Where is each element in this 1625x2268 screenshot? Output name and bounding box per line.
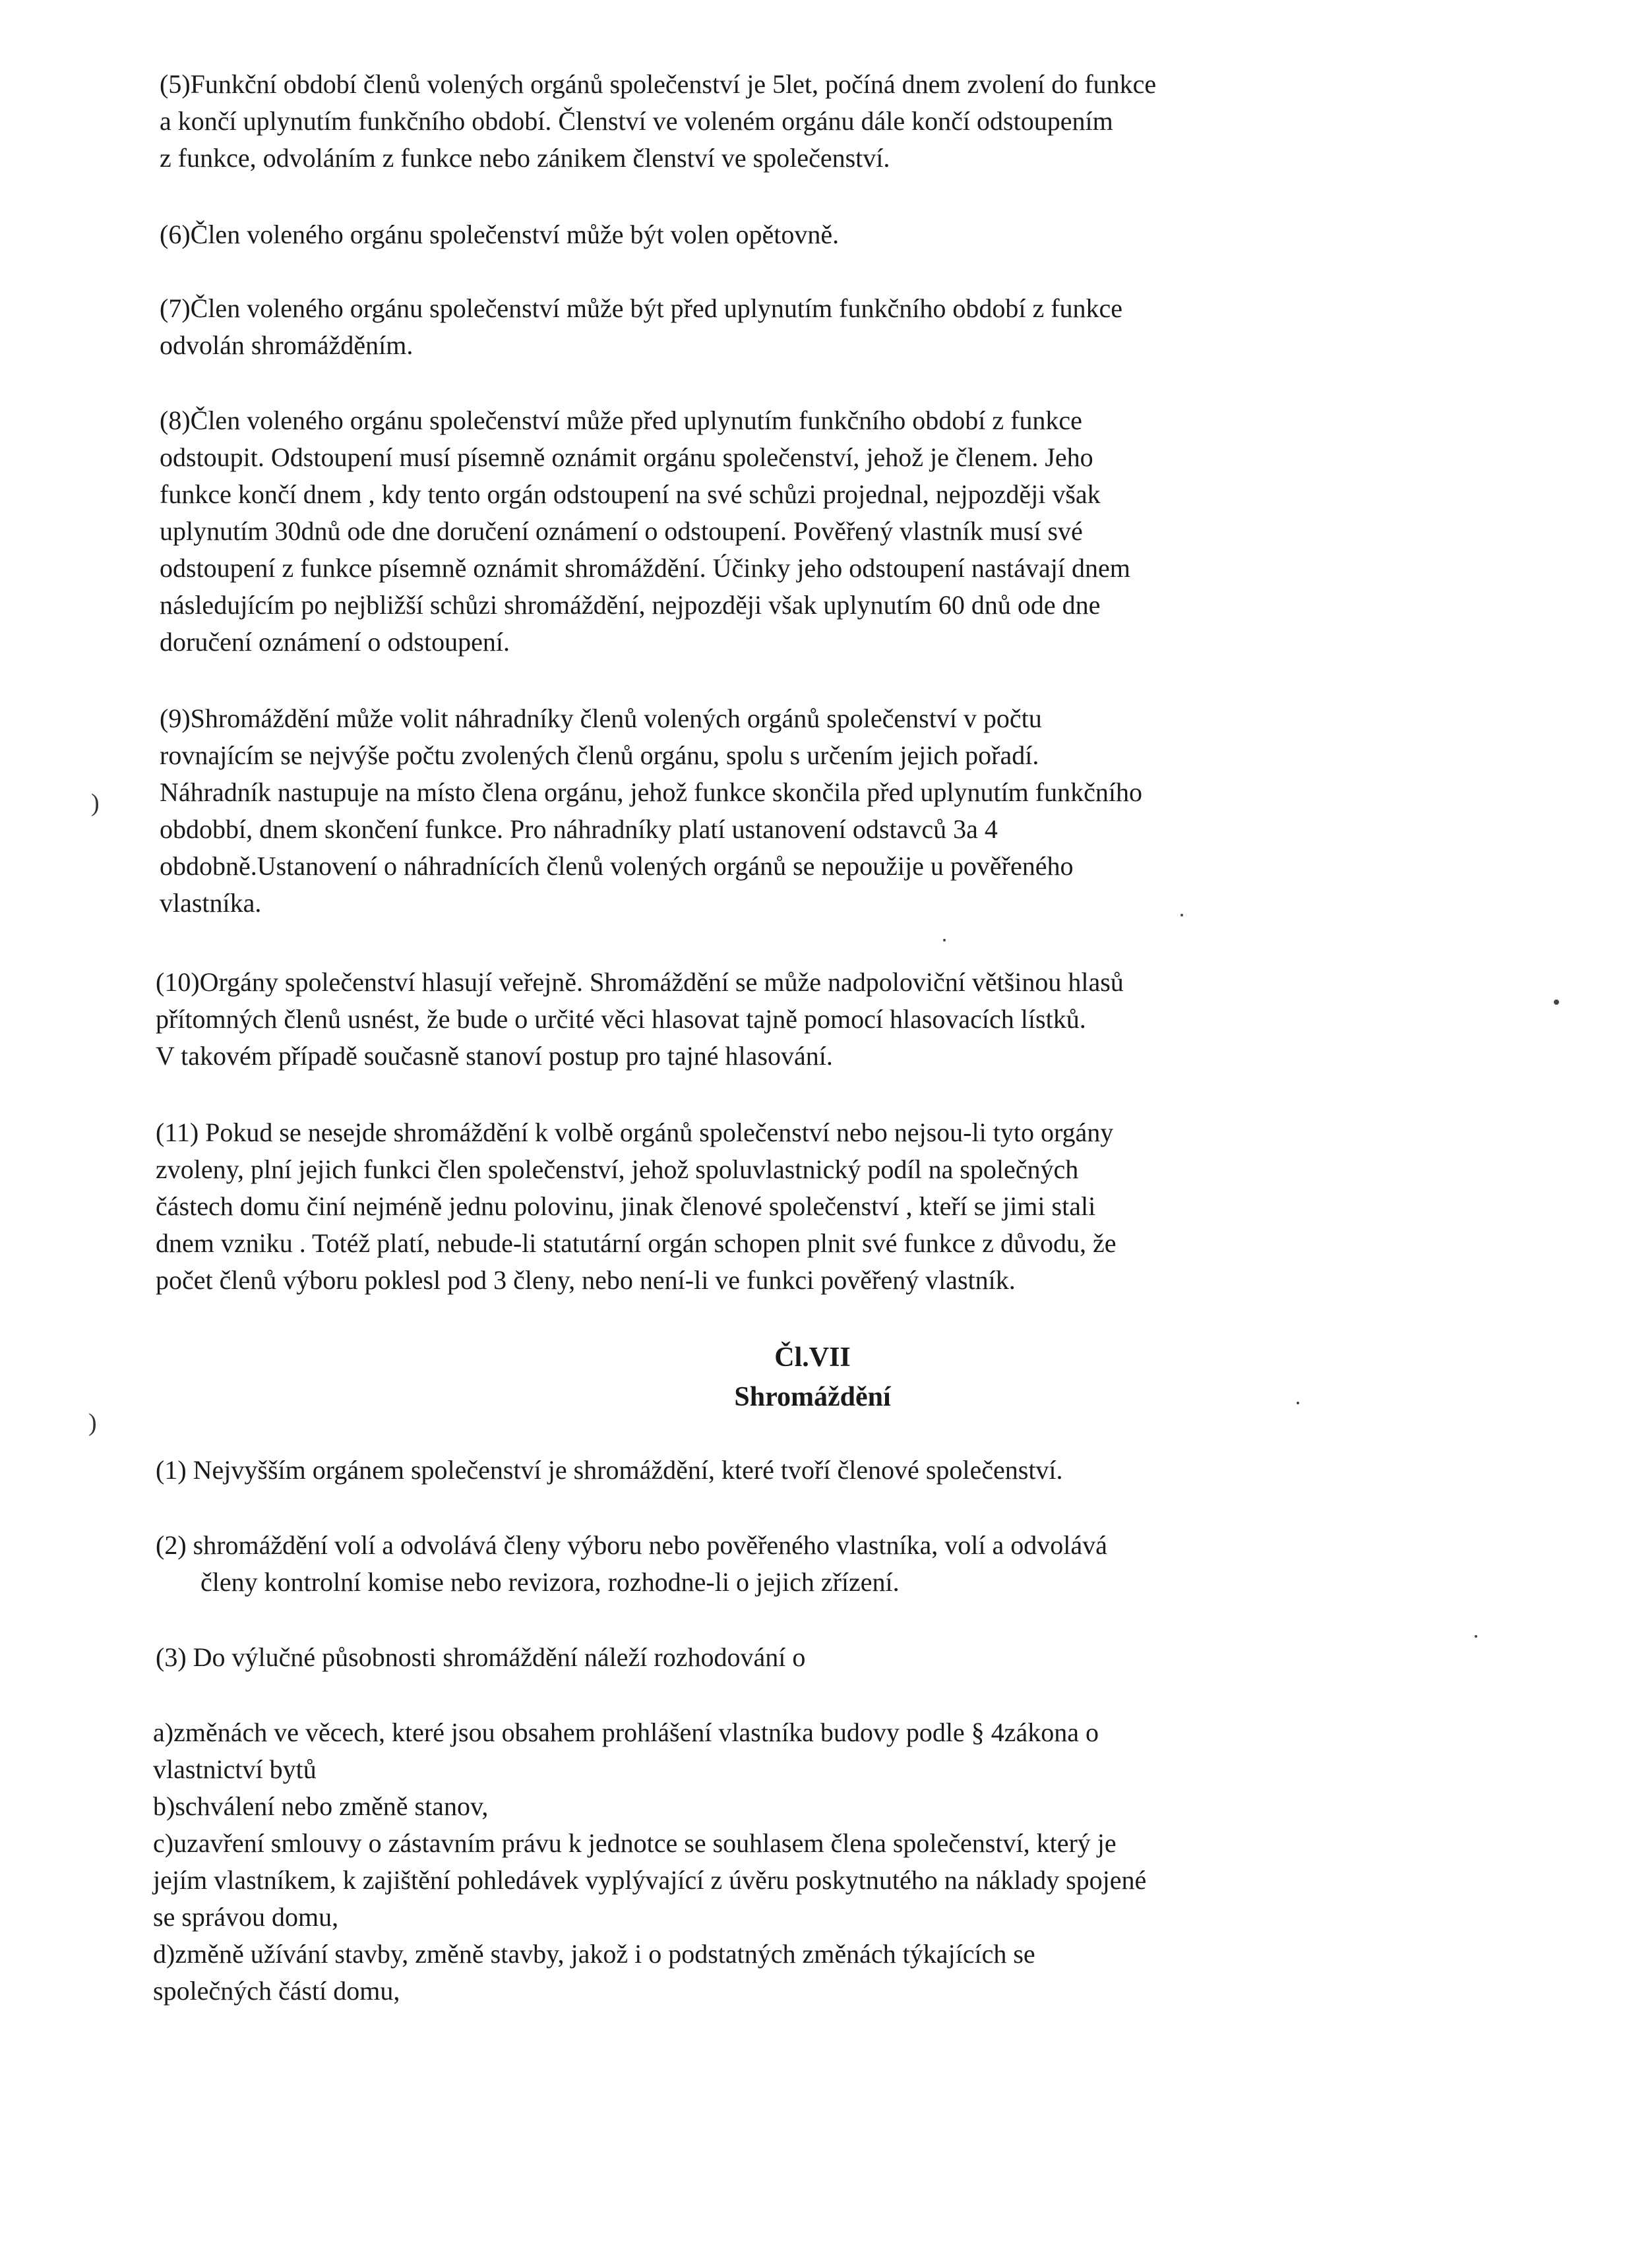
article-number: Čl.VII [774,1342,851,1373]
text-line: obdobbí, dnem skončení funkce. Pro náhradníky platí ustanovení odstavců 3a 4 [160,814,998,844]
scan-speck [1554,1000,1559,1005]
article-title: Shromáždění [734,1382,891,1412]
text-line: (6)Člen voleného orgánu společenství může být volen opětovně. [160,220,840,249]
scan-speck [1297,1402,1299,1404]
text-line: rovnajícím se nejvýše počtu zvolených členů orgánu, spolu s určením jejich pořadí. [160,740,1039,770]
text-line: odstoupit. Odstoupení musí písemně oznámit orgánu společenství, jehož je členem. Jeho [160,442,1093,472]
paragraph-6 [160,216,839,253]
section-1 [156,1452,1063,1489]
list-item: vlastnictví bytů [153,1754,317,1784]
text-line: (1) Nejvyšším orgánem společenství je shromáždění, které tvoří členové společenství. [156,1455,1063,1485]
list-item: c)uzavření smlouvy o zástavním právu k jednotce se souhlasem člena společenství, který je [153,1828,1117,1858]
text-line: zvoleny, plní jejich funkci člen společenství, jehož spoluvlastnický podíl na společných [156,1154,1079,1184]
text-line: (3) Do výlučné působnosti shromáždění náleží rozhodování o [156,1642,806,1672]
section-3 [156,1639,805,1676]
text-line: obdobně.Ustanovení o náhradnících členů volených orgánů se nepoužije u pověřeného [160,851,1074,881]
scan-mark: ) [91,789,100,817]
text-line: Náhradník nastupuje na místo člena orgánu, jehož funkce skončila před uplynutím funkčního [160,777,1142,807]
list-item: a)změnách ve věcech, které jsou obsahem prohlášení vlastníka budovy podle § 4zákona o [153,1717,1099,1747]
text-line: V takovém případě současně stanoví postup pro tajné hlasování. [156,1041,833,1071]
paragraph-9 [160,700,1142,922]
scan-speck [1475,1635,1477,1638]
paragraph-8 [160,402,1130,661]
text-line: a končí uplynutím funkčního období. Členství ve voleném orgánu dále končí odstoupením [160,106,1113,136]
text-line: (11) Pokud se nesejde shromáždění k volbě orgánů společenství nebo nejsou-li tyto orgány [156,1118,1114,1147]
text-line: vlastníka. [160,888,262,918]
text-line: funkce končí dnem , kdy tento orgán odstoupení na své schůzi projednal, nejpozději však [160,479,1101,509]
text-line: (10)Orgány společenství hlasují veřejně. Shromáždění se může nadpoloviční většinou hlasů [156,967,1124,997]
paragraph-5 [160,66,1156,177]
scan-speck [1180,914,1183,916]
text-line: (5)Funkční období členů volených orgánů společenství je 5let, počíná dnem zvolení do funkce [160,69,1157,99]
paragraph-11 [156,1114,1116,1299]
text-line: (2) shromáždění volí a odvolává členy výboru nebo pověřeného vlastníka, volí a odvolává [156,1530,1107,1560]
text-line: přítomných členů usnést, že bude o určité věci hlasovat tajně pomocí hlasovacích lístků. [156,1004,1086,1034]
text-line: členy kontrolní komise nebo revizora, rozhodne-li o jejich zřízení. [200,1567,900,1597]
text-line: (7)Člen voleného orgánu společenství může být před uplynutím funkčního období z funkce [160,293,1123,323]
paragraph-10 [156,964,1124,1075]
section-2 [156,1527,1107,1601]
list-item: společných částí domu, [153,1976,400,2006]
list-item: d)změně užívání stavby, změně stavby, jakož i o podstatných změnách týkajících se [153,1939,1035,1969]
scan-mark: ) [88,1409,97,1437]
text-line: odstoupení z funkce písemně oznámit shromáždění. Účinky jeho odstoupení nastávají dnem [160,553,1130,583]
list-item: b)schválení nebo změně stanov, [153,1791,489,1821]
list-item: jejím vlastníkem, k zajištění pohledávek vyplývající z úvěru poskytnutého na náklady spojené [153,1865,1147,1895]
text-line: částech domu činí nejméně jednu polovinu, jinak členové společenství , kteří se jimi stali [156,1191,1096,1221]
text-line: (8)Člen voleného orgánu společenství může před uplynutím funkčního období z funkce [160,405,1082,435]
text-line: z funkce, odvoláním z funkce nebo zánikem členství ve společenství. [160,143,890,173]
text-line: odvolán shromážděním. [160,330,414,360]
list-item: se správou domu, [153,1902,339,1932]
section-3-items [153,1714,1146,2010]
text-line: dnem vzniku . Totéž platí, nebude-li statutární orgán schopen plnit své funkce z důvodu, že [156,1228,1117,1258]
text-line: (9)Shromáždění může volit náhradníky členů volených orgánů společenství v počtu [160,703,1042,733]
text-line: uplynutím 30dnů ode dne doručení oznámení o odstoupení. Pověřený vlastník musí své [160,516,1083,546]
paragraph-7 [160,290,1122,364]
scan-speck [943,939,946,941]
text-line: následujícím po nejbližší schůzi shromáždění, nejpozději však uplynutím 60 dnů ode dne [160,590,1101,620]
text-line: počet členů výboru poklesl pod 3 členy, nebo není-li ve funkci pověřený vlastník. [156,1265,1016,1295]
text-line: doručení oznámení o odstoupení. [160,627,510,657]
